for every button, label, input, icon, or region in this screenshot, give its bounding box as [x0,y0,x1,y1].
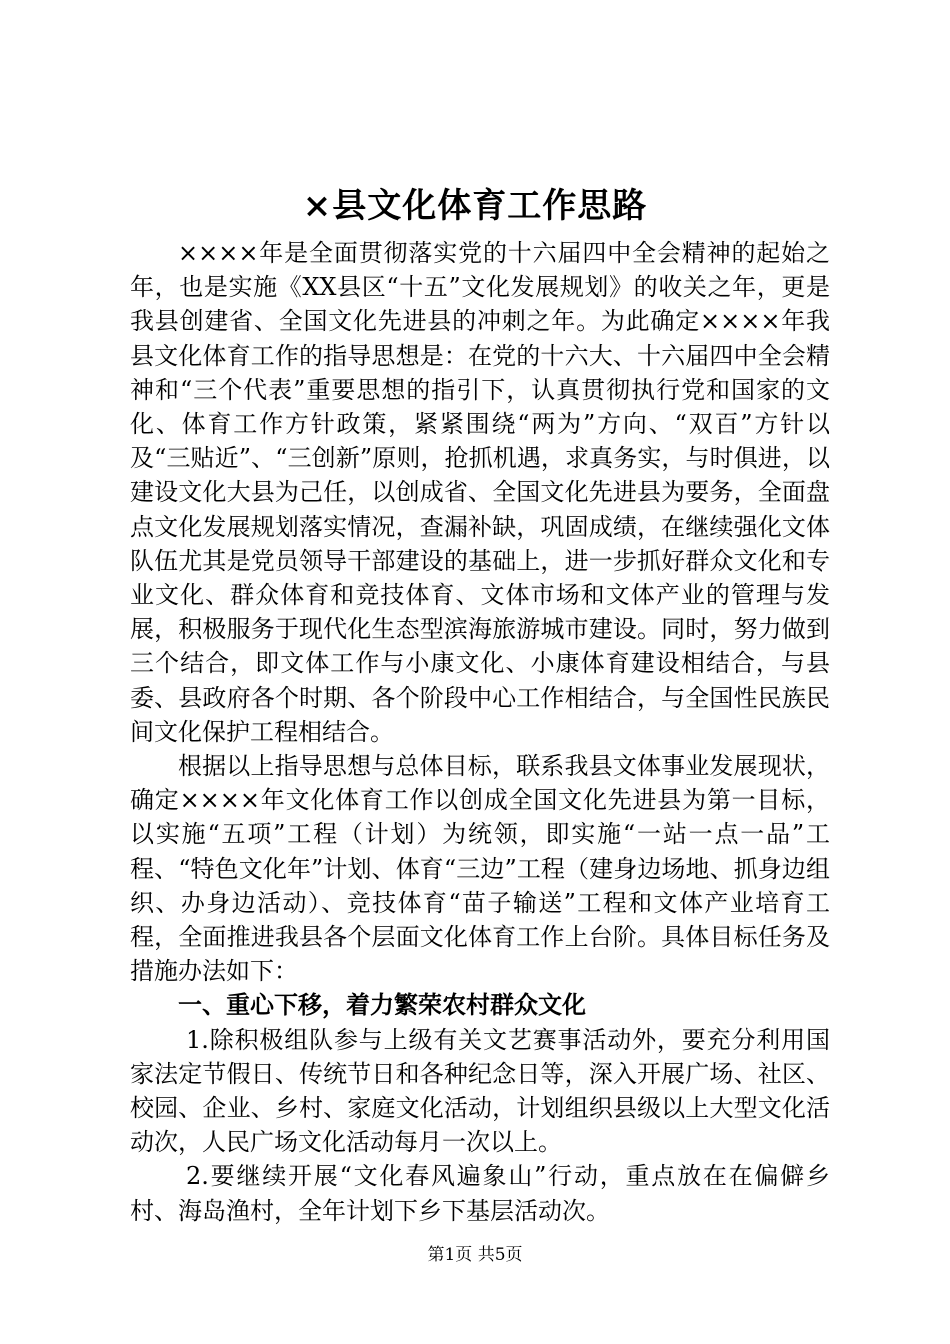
paragraph-overall-goal: 根据以上指导思想与总体目标，联系我县文体事业发展现状，确定××××年文化体育工作以创成全国文化先进县为第一目标，以实施“五项”工程（计划）为统领，即实施“一站一点一品”工程、“特色文化年”计划、体育“三边”工程（建身边场地、抓身边组织、办身边活动）、竞技体育“苗子输送”工程和文体产业培育工程，全面推进我县各个层面文化体育工作上台阶。具体目标任务及措施办法如下： [130,752,830,986]
document-body [130,236,830,1228]
list-item: 1.除积极组队参与上级有关文艺赛事活动外，要充分利用国家法定节假日、传统节日和各种纪念日等，深入开展广场、社区、校园、企业、乡村、家庭文化活动，计划组织县级以上大型文化活动次，人民广场文化活动每月一次以上。 [130,1025,830,1157]
list-item: 2.要继续开展“文化春风遍象山”行动，重点放在在偏僻乡村、海岛渔村，全年计划下乡下基层活动次。 [130,1162,830,1225]
paragraph-guiding-thought: ××××年是全面贯彻落实党的十六届四中全会精神的起始之年，也是实施《XX县区“十五”文化发展规划》的收关之年，更是我县创建省、全国文化先进县的冲刺之年。为此确定××××年我县文化体育工作的指导思想是：在党的十六大、十六届四中全会精神和“三个代表”重要思想的指引下，认真贯彻执行党和国家的文化、体育工作方针政策，紧紧围绕“两为”方向、“双百”方针以及“三贴近”、“三创新”原则，抢抓机遇，求真务实，与时俱进，以建设文化大县为己任，以创成省、全国文化先进县为要务，全面盘点文化发展规划落实情况，查漏补缺，巩固成绩，在继续强化文体队伍尤其是党员领导干部建设的基础上，进一步抓好群众文化和专业文化、群众体育和竞技体育、文体市场和文体产业的管理与发展，积极服务于现代化生态型滨海旅游城市建设。同时，努力做到三个结合，即文体工作与小康文化、小康体育建设相结合，与县委、县政府各个时期、各个阶段中心工作相结合，与全国性民族民间文化保护工程相结合。 [130,239,830,746]
document-title: ×县文化体育工作思路 [302,186,648,226]
page-footer: 第1页 共5页 [427,1245,523,1265]
section-heading: 一、重心下移，着力繁荣农村群众文化 [178,990,586,1020]
